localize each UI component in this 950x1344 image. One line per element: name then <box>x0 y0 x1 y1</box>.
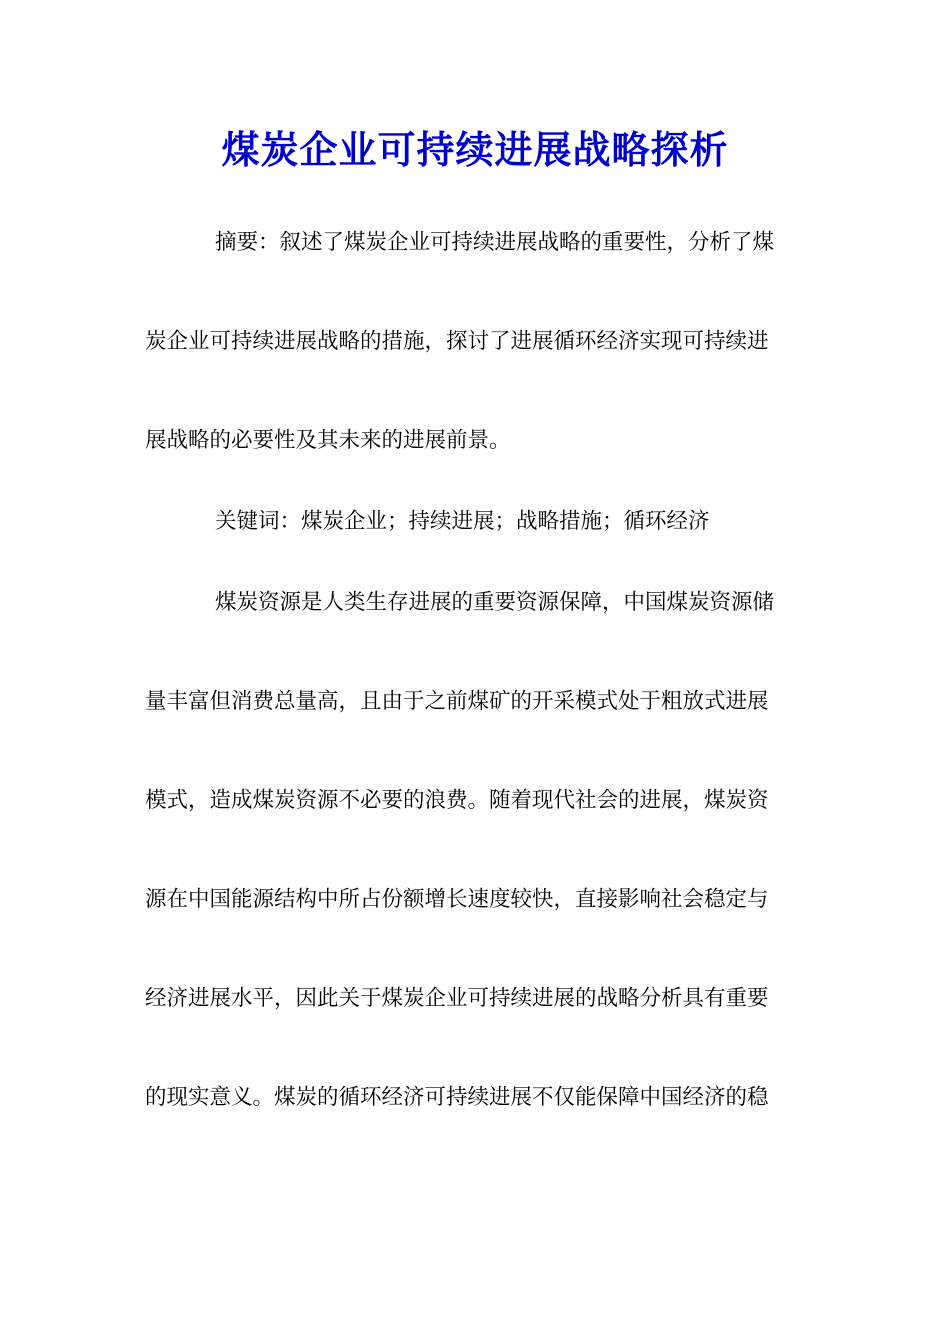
body-line-4: 源在中国能源结构中所占份额增长速度较快，直接影响社会稳定与 <box>145 887 769 912</box>
body-line-6: 的现实意义。煤炭的循环经济可持续进展不仅能保障中国经济的稳 <box>145 1085 769 1110</box>
body-line-2: 量丰富但消费总量高，且由于之前煤矿的开采模式处于粗放式进展 <box>145 689 769 714</box>
abstract-line-3: 展战略的必要性及其未来的进展前景。 <box>145 428 511 453</box>
body-line-5: 经济进展水平，因此关于煤炭企业可持续进展的战略分析具有重要 <box>145 986 769 1011</box>
abstract-line-1: 摘要：叙述了煤炭企业可持续进展战略的重要性，分析了煤 <box>215 230 775 255</box>
body-line-3: 模式，造成煤炭资源不必要的浪费。随着现代社会的进展，煤炭资 <box>145 788 769 813</box>
document-title: 煤炭企业可持续进展战略探析 <box>221 127 729 172</box>
keywords-line: 关键词：煤炭企业；持续进展；战略措施；循环经济 <box>215 509 710 534</box>
body-line-1: 煤炭资源是人类生存进展的重要资源保障，中国煤炭资源储 <box>215 590 775 615</box>
abstract-line-2: 炭企业可持续进展战略的措施，探讨了进展循环经济实现可持续进 <box>145 329 769 354</box>
